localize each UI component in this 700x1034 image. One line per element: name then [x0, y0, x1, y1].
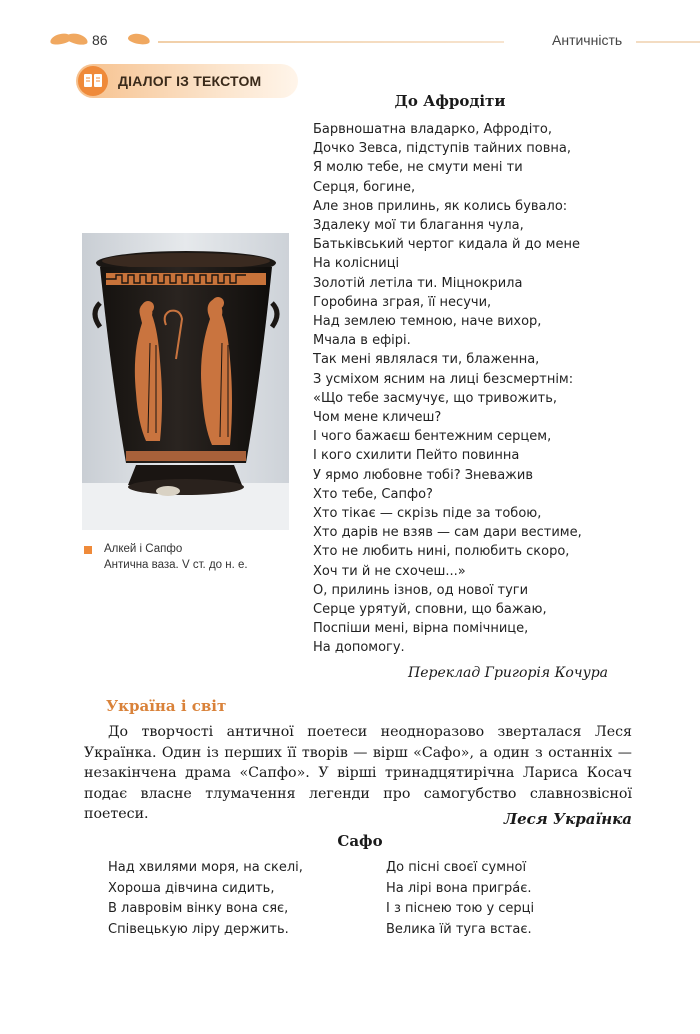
- poem-line: Золотій летіла ти. Міцнокрила: [313, 275, 523, 291]
- poem-line: На лірі вона пригра́є.: [386, 880, 532, 896]
- poem-line: Але знов прилинь, як колись бувало:: [313, 198, 568, 214]
- poem-body: [313, 120, 582, 658]
- poem-line: Барвношатна владарко, Афродіто,: [313, 122, 552, 137]
- poem-line: Співецькую ліру держить.: [108, 921, 289, 937]
- poem-line: Горобина зграя, її несучи,: [313, 294, 492, 310]
- poem-line: І з піснею тою у серці: [386, 901, 535, 916]
- ornament-leaf-icon: [65, 31, 89, 46]
- vase-illustration: [82, 233, 289, 530]
- section-label: ДІАЛОГ ІЗ ТЕКСТОМ: [118, 73, 262, 89]
- caption-bullet-icon: [84, 546, 92, 554]
- poem-line: Серця, богине,: [313, 179, 416, 195]
- author-name: Леся Українка: [503, 810, 632, 828]
- poem-line: До пісні своєї сумної: [386, 860, 527, 875]
- header-rule: [158, 41, 504, 43]
- vase-photo: [82, 233, 289, 530]
- page-header: [0, 26, 700, 60]
- section-badge: [76, 64, 298, 98]
- poem-line: У ярмо любовне тобі? Зневажив: [313, 467, 534, 483]
- poem-line: Мчала в ефірі.: [313, 333, 411, 349]
- poem-line: Хто не любить нині, полюбить скоро,: [313, 544, 570, 560]
- poem-line: Я молю тебе, не смути мені ти: [313, 160, 523, 176]
- poem-line: Велика їй туга встає.: [386, 921, 532, 937]
- poem-title: Сафо: [337, 832, 383, 850]
- poem-line: І кого схилити Пейто повинна: [313, 448, 520, 464]
- section-subheading: Україна і світ: [106, 697, 227, 715]
- stanza-left: [108, 858, 303, 940]
- poem-line: Батьківський чертог кидала й до мене: [313, 237, 580, 253]
- poem-line: На колісниці: [313, 256, 400, 272]
- poem-line: Над землею темною, наче вихор,: [313, 314, 542, 330]
- running-title: Античність: [552, 32, 623, 48]
- header-rule: [636, 41, 700, 43]
- poem-line: В лавровім вінку вона сяє,: [108, 901, 289, 916]
- poem-line: Хто тікає — скрізь піде за тобою,: [313, 506, 542, 522]
- caption-title: Алкей і Сапфо: [104, 543, 183, 555]
- poem-line: О, прилинь ізнов, од нової туги: [313, 582, 529, 598]
- ornament-leaf-icon: [127, 32, 150, 46]
- poem-line: Хто дарів не взяв — сам дари вестиме,: [313, 525, 582, 541]
- poem-line: І чого бажаєш бентежним серцем,: [313, 429, 552, 445]
- poem-line: Здалеку мої ти благання чула,: [313, 218, 524, 234]
- page-number: 86: [92, 32, 108, 48]
- caption-description: Антична ваза. V ст. до н. е.: [104, 559, 248, 571]
- poem-line: Так мені являлася ти, блаженна,: [313, 352, 540, 368]
- poem-line: «Що тебе засмучує, що тривожить,: [313, 390, 558, 406]
- poem-line: Над хвилями моря, на скелі,: [108, 860, 303, 875]
- poem-line: Поспіши мені, вірна помічнице,: [313, 621, 529, 637]
- translator-credit: Переклад Григорія Кочура: [408, 665, 608, 681]
- poem-line: Хоч ти й не схочеш...»: [313, 563, 466, 579]
- poem-line: Хто тебе, Сапфо?: [313, 486, 433, 502]
- book-icon: [78, 66, 108, 96]
- stanza-right: [386, 858, 534, 940]
- body-paragraph: До творчості античної поетеси неодноразово зверталася Леся Українка. Один із перших її творів — вірш «Сафо», а один з останніх — незакінчена драма «Сапфо». У вірші тринадцятирічна Лариса Косач подає власне тлумачення легенди про самогубство славнозвісної поетеси.: [84, 724, 632, 822]
- poem-line: Чом мене кличеш?: [313, 410, 442, 426]
- poem-line: З усміхом ясним на лиці безсмертнім:: [313, 371, 574, 387]
- poem-title: До Афродіти: [394, 92, 506, 110]
- poem-line: Хороша дівчина сидить,: [108, 880, 275, 896]
- poem-line: Серце урятуй, сповни, що бажаю,: [313, 602, 547, 618]
- figure-caption: [104, 541, 248, 573]
- poem-line: На допомогу.: [313, 640, 405, 656]
- poem-line: Дочко Зевса, підступів тайних повна,: [313, 141, 571, 157]
